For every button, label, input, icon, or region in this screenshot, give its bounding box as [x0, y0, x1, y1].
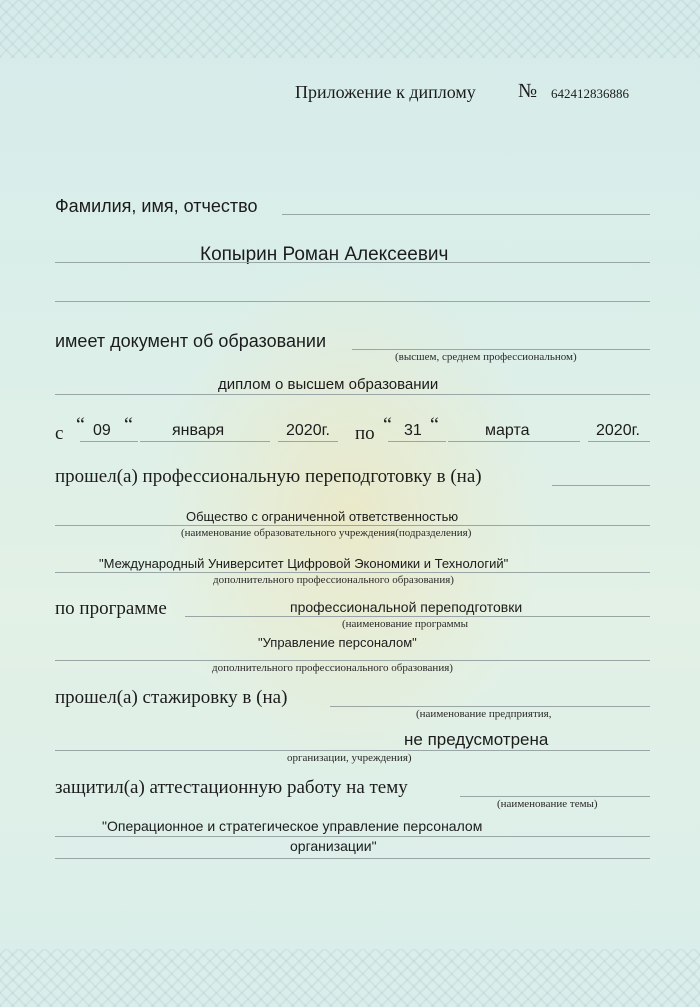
education-hint: (высшем, среднем профессиональном) [395, 351, 577, 363]
program-type: профессиональной переподготовки [290, 599, 523, 615]
fio-value: Копырин Роман Алексеевич [200, 244, 449, 265]
period-from-month: января [172, 422, 225, 439]
program-line [185, 616, 650, 617]
period-to-month: марта [485, 422, 530, 439]
quote-close-1: “ [124, 414, 133, 436]
program-hint2: дополнительного профессионального образования) [212, 662, 453, 674]
period-from-prefix: с [55, 423, 64, 444]
fio-value-line [55, 262, 650, 263]
period-to-year: 2020г. [596, 422, 640, 439]
program-hint1: (наименование программы [342, 618, 468, 630]
number-sign: № [518, 80, 538, 102]
internship-value-line [55, 750, 650, 751]
from-day-line [80, 441, 138, 442]
diploma-number: 642412836886 [551, 86, 629, 101]
internship-line [330, 706, 650, 707]
org-line-1 [55, 525, 650, 526]
internship-hint2: организации, учреждения) [287, 752, 412, 764]
program-name: "Управление персоналом" [258, 635, 417, 650]
internship-hint1: (наименование предприятия, [416, 708, 552, 720]
education-value-line [55, 394, 650, 395]
thesis-text-line-2 [55, 858, 650, 859]
decorative-border-top [0, 0, 700, 58]
fio-line [282, 214, 650, 215]
education-value: диплом о высшем образовании [218, 376, 439, 393]
fio-label: Фамилия, имя, отчество [55, 196, 258, 216]
retraining-org-line2: "Международный Университет Цифровой Экономики и Технологий" [99, 556, 509, 571]
internship-label: прошел(а) стажировку в (на) [55, 687, 288, 708]
retraining-org-hint2: дополнительного профессионального образования) [213, 574, 454, 586]
thesis-line1: "Операционное и стратегическое управление персоналом [102, 818, 483, 834]
period-from-day: 09 [93, 422, 111, 439]
org-line-2 [55, 572, 650, 573]
from-year-line [278, 441, 338, 442]
thesis-hint: (наименование темы) [497, 798, 598, 810]
from-month-line [140, 441, 270, 442]
period-to-prefix: по [355, 423, 375, 444]
education-line [352, 349, 650, 350]
thesis-text-line-1 [55, 836, 650, 837]
period-to-day: 31 [404, 422, 422, 439]
quote-open-1: “ [76, 414, 85, 436]
period-from-year: 2020г. [286, 422, 330, 439]
program-name-line [55, 660, 650, 661]
blank-line [55, 301, 650, 302]
quote-open-2: “ [383, 414, 392, 436]
internship-value: не предусмотрена [404, 730, 549, 749]
retraining-label: прошел(а) профессиональную переподготовку в (на) [55, 466, 482, 487]
quote-close-2: “ [430, 414, 439, 436]
retraining-line [552, 485, 650, 486]
thesis-line2: организации" [290, 838, 377, 854]
to-day-line [388, 441, 446, 442]
thesis-line [460, 796, 650, 797]
retraining-org-hint1: (наименование образовательного учреждения(подразделения) [181, 527, 472, 539]
thesis-label: защитил(а) аттестационную работу на тему [55, 777, 408, 798]
retraining-org-line1: Общество с ограниченной ответственностью [186, 509, 459, 524]
to-year-line [588, 441, 650, 442]
decorative-border-bottom [0, 949, 700, 1007]
education-label: имеет документ об образовании [55, 331, 327, 351]
to-month-line [448, 441, 580, 442]
program-label: по программе [55, 598, 167, 619]
appendix-title: Приложение к диплому [295, 82, 476, 102]
